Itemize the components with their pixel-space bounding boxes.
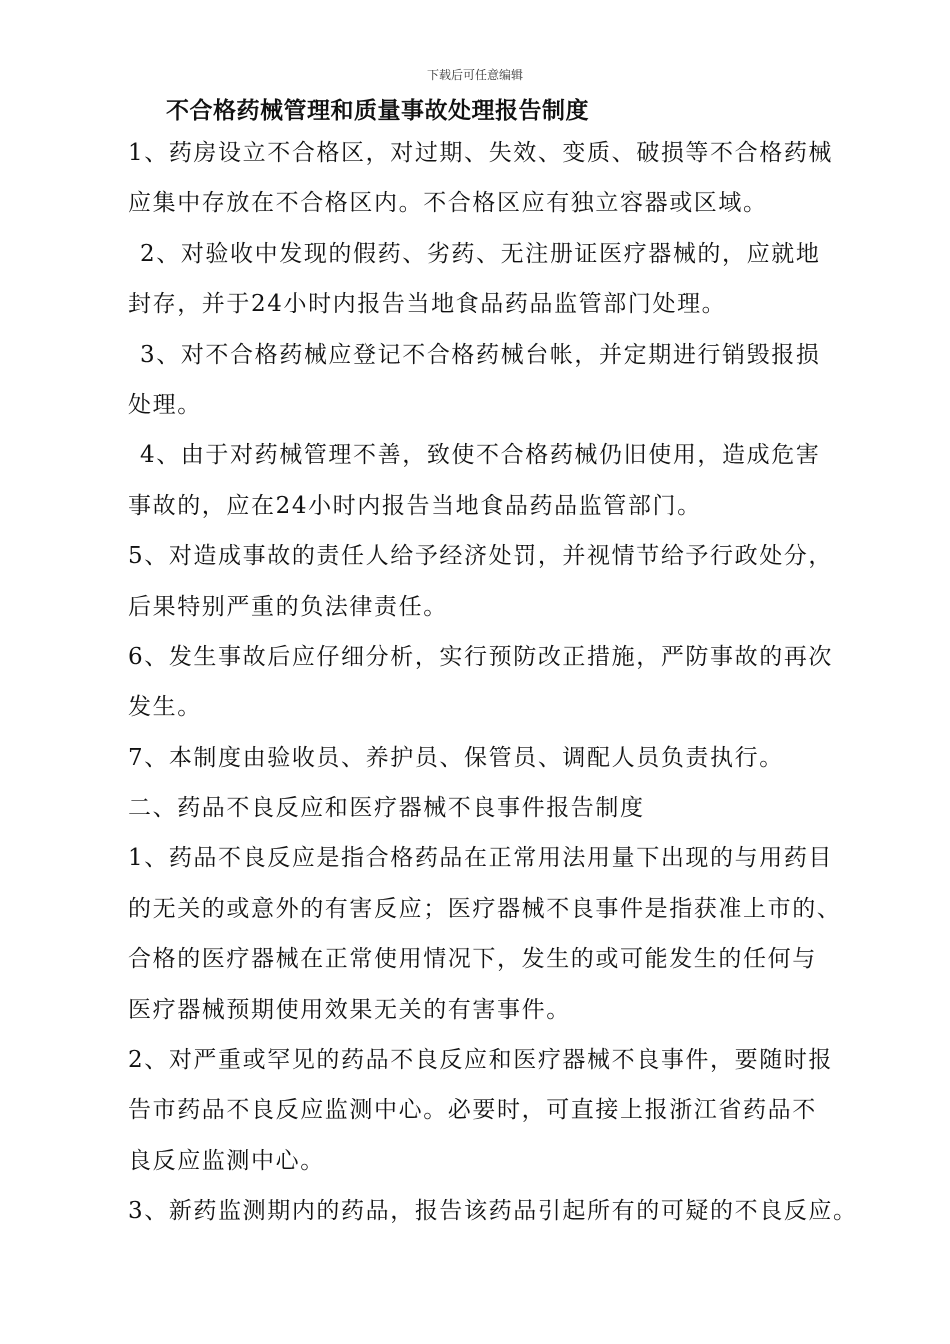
document-title: 不合格药械管理和质量事故处理报告制度 [166, 97, 589, 124]
text-line: 4、由于对药械管理不善，致使不合格药械仍旧使用，造成危害 [140, 442, 821, 469]
text-line: 1、药房设立不合格区，对过期、失效、变质、破损等不合格药械 [128, 140, 834, 166]
text-line: 处理。 [128, 391, 202, 418]
text-line: 发生。 [128, 694, 202, 721]
text-line: 3、对不合格药械应登记不合格药械台帐，并定期进行销毁报损 [140, 341, 821, 368]
text-line: 合格的医疗器械在正常使用情况下，发生的或可能发生的任何与 [128, 946, 817, 973]
text-line: 1、药品不良反应是指合格药品在正常用法用量下出现的与用药目 [128, 845, 834, 872]
document-body [128, 128, 888, 1237]
text-line: 6、发生事故后应仔细分析，实行预防改正措施，严防事故的再次 [128, 643, 834, 670]
section-heading: 二、药品不良反应和医疗器械不良事件报告制度 [128, 795, 645, 822]
text-line: 告市药品不良反应监测中心。必要时，可直接上报浙江省药品不 [128, 1097, 817, 1124]
text-line: 的无关的或意外的有害反应；医疗器械不良事件是指获准上市的、 [128, 895, 842, 922]
text-line: 5、对造成事故的责任人给予经济处罚，并视情节给予行政处分， [128, 543, 834, 570]
text-line: 应集中存放在不合格区内。不合格区应有独立容器或区域。 [128, 190, 768, 217]
header-note: 下载后可任意编辑 [426, 68, 523, 82]
text-line: 封存，并于24小时内报告当地食品药品监管部门处理。 [128, 291, 727, 318]
text-line: 医疗器械预期使用效果无关的有害事件。 [128, 996, 571, 1023]
text-line: 7、本制度由验收员、养护员、保管员、调配人员负责执行。 [128, 744, 784, 771]
text-line: 2、对严重或罕见的药品不良反应和医疗器械不良事件，要随时报 [128, 1047, 834, 1074]
text-line: 2、对验收中发现的假药、劣药、无注册证医疗器械的，应就地 [140, 240, 821, 267]
text-line: 良反应监测中心。 [128, 1147, 325, 1174]
text-line: 后果特别严重的负法律责任。 [128, 593, 448, 620]
text-line: 3、新药监测期内的药品，报告该药品引起所有的可疑的不良反应。 [128, 1198, 858, 1225]
text-line: 事故的，应在24小时内报告当地食品药品监管部门。 [128, 492, 702, 519]
